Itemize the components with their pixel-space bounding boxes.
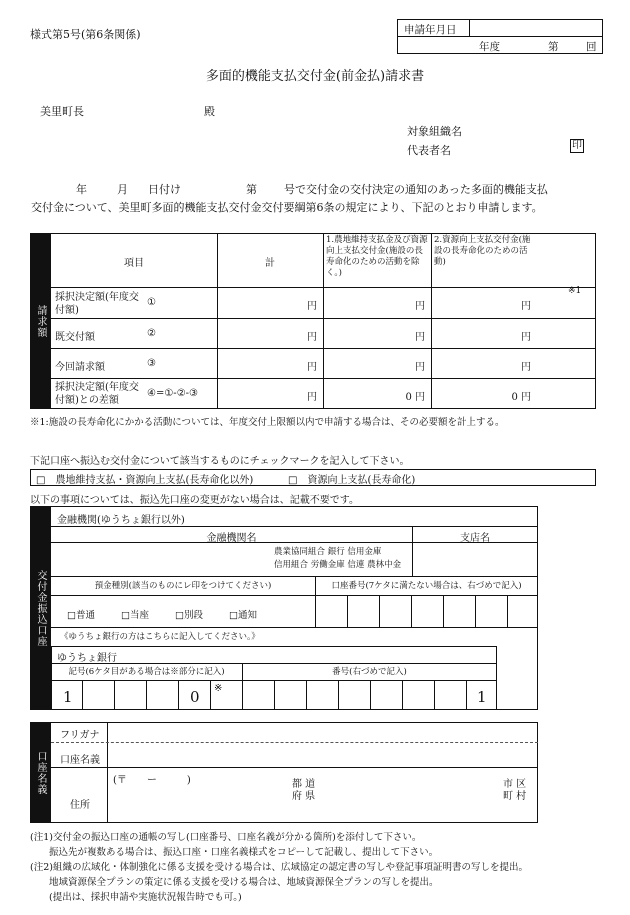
note-2c: (提出は、採択申請や実施状況報告時でも可。) bbox=[30, 892, 242, 903]
symbol-digit-5: 0 bbox=[190, 688, 200, 706]
row-2-label: 既交付額 bbox=[55, 332, 95, 343]
number-label: 番号(右づめで記入) bbox=[332, 667, 407, 677]
round-prefix: 第 bbox=[548, 41, 559, 53]
bank-name-label: 金融機関名 bbox=[206, 533, 257, 544]
bank-header: 金融機関(ゆうちょ銀行以外) bbox=[57, 515, 185, 526]
body-month: 月 bbox=[117, 183, 128, 196]
city-label-2: 町 村 bbox=[503, 791, 527, 802]
row-3-total: 円 bbox=[307, 362, 317, 373]
col-item: 項目 bbox=[124, 258, 144, 269]
row-2-total: 円 bbox=[307, 332, 317, 343]
note-1b: 振込先が複数ある場合は、振込口座・口座名義様式をコピーして記載し、提出して下さい。 bbox=[30, 847, 439, 858]
seal-mark: 印 bbox=[572, 140, 582, 151]
symbol-label: 記号(6ケタ目がある場合は※部分に記入) bbox=[68, 667, 225, 677]
body-year: 年 bbox=[76, 183, 87, 196]
note-mark: ※1 bbox=[568, 286, 582, 296]
row-1-label: 採択決定額(年度交付額) bbox=[55, 292, 139, 316]
deposit-ordinary[interactable]: □普通 bbox=[67, 610, 95, 621]
body-no-prefix: 第 bbox=[246, 183, 257, 196]
row-2-num: ② bbox=[147, 328, 156, 339]
yucho-note: 《ゆうちょ銀行の方はこちらに記入してください。》 bbox=[60, 632, 260, 642]
col-2: 2.資源向上支払交付金(施設の長寿命化のための活動) bbox=[434, 235, 531, 267]
row-1-total: 円 bbox=[307, 301, 317, 312]
address-label: 住所 bbox=[70, 800, 90, 811]
option-non-longevity[interactable]: □ 農地維持支払・資源向上支払(長寿命化以外) bbox=[36, 475, 254, 486]
row-4-total: 円 bbox=[307, 392, 317, 403]
no-change-note: 以下の事項については、振込先口座の変更がない場合は、記載不要です。 bbox=[30, 495, 359, 506]
note-1: (注1)交付金の振込口座の通帳の写し(口座番号、口座名義が分かる箇所)を添付して下さい。 bbox=[30, 832, 422, 843]
row-3-num: ③ bbox=[147, 358, 156, 369]
prefecture-label-2: 府 県 bbox=[292, 791, 316, 802]
row-1-c2: 円 bbox=[521, 301, 531, 312]
addressee: 美里町長 bbox=[40, 105, 84, 118]
row-4-c1: 0 円 bbox=[405, 392, 425, 403]
account-no-label: 口座番号(7ケタに満たない場合は、右づめで記入) bbox=[331, 581, 522, 591]
account-side-label: 交付金振込口座 bbox=[30, 506, 51, 710]
honorific: 殿 bbox=[204, 105, 215, 118]
deposit-notice[interactable]: □通知 bbox=[229, 610, 257, 621]
form-number: 様式第5号(第6条関係) bbox=[30, 28, 141, 41]
number-digit-last: 1 bbox=[477, 688, 487, 706]
branch-label: 支店名 bbox=[460, 533, 490, 544]
row-4-label: 採択決定額(年度交付額)との差額 bbox=[55, 382, 139, 406]
row-2-c1: 円 bbox=[415, 332, 425, 343]
bank-types-2: 信用組合 労働金庫 信連 農林中金 bbox=[274, 560, 402, 570]
row-1-num: ① bbox=[147, 297, 156, 308]
deposit-special[interactable]: □別段 bbox=[175, 610, 203, 621]
transfer-instruction: 下記口座へ振込む交付金について該当するものにチェックマークを記入して下さい。 bbox=[30, 456, 410, 467]
fiscal-year-label: 年度 bbox=[479, 41, 500, 53]
city-label-1: 市 区 bbox=[503, 779, 527, 790]
yucho-header: ゆうちょ銀行 bbox=[57, 653, 117, 664]
holder-name-label: 口座名義 bbox=[60, 755, 100, 766]
page-title: 多面的機能支払交付金(前金払)請求書 bbox=[205, 69, 425, 84]
col-total: 計 bbox=[265, 258, 275, 269]
body-line2: 交付金について、美里町多面的機能支払交付金交付要綱第6条の規定により、下記のとおり申請します。 bbox=[31, 201, 543, 214]
row-3-c2: 円 bbox=[521, 362, 531, 373]
postal-code: (〒 ー ) bbox=[113, 775, 191, 786]
claim-footnote: ※1:施設の長寿命化にかかる活動については、年度交付上限額以内で申請する場合は、その必要額を計上する。 bbox=[30, 417, 505, 428]
org-label: 対象組織名 bbox=[407, 125, 462, 138]
row-3-label: 今回請求額 bbox=[55, 362, 105, 373]
col-1: 1.農地維持支払金及び資源向上支払交付金(施設の長寿命化のための活動を除く。) bbox=[326, 235, 428, 278]
rep-label: 代表者名 bbox=[407, 144, 451, 157]
deposit-checking[interactable]: □当座 bbox=[121, 610, 149, 621]
claim-side-label: 請求額 bbox=[30, 233, 51, 409]
round-suffix: 回 bbox=[586, 41, 597, 53]
bank-types-1: 農業協同組合 銀行 信用金庫 bbox=[274, 547, 382, 557]
note-2: (注2)組織の広域化・体制強化に係る支援を受ける場合は、広域協定の認定書の写しや登記事項証明書の写しを提出。 bbox=[30, 862, 528, 873]
application-date-label: 申請年月日 bbox=[404, 24, 457, 36]
deposit-type-label: 預金種別(該当のものにレ印をつけてください) bbox=[94, 581, 272, 591]
row-3-c1: 円 bbox=[415, 362, 425, 373]
note-2b: 地域資源保全プランの策定に係る支援を受ける場合は、地域資源保全プランの写しを提出。 bbox=[30, 877, 439, 888]
row-1-c1: 円 bbox=[415, 301, 425, 312]
prefecture-label-1: 都 道 bbox=[292, 779, 316, 790]
holder-side-label: 口座名義 bbox=[30, 722, 51, 823]
body-line1: 号で交付金の交付決定の通知のあった多面的機能支払 bbox=[284, 183, 548, 196]
option-longevity[interactable]: □ 資源向上支払(長寿命化) bbox=[288, 475, 416, 486]
furigana-label: フリガナ bbox=[60, 730, 100, 741]
body-day: 日付け bbox=[148, 183, 181, 196]
row-2-c2: 円 bbox=[521, 332, 531, 343]
symbol-digit-1: 1 bbox=[63, 688, 73, 706]
row-4-num: ④=①-②-③ bbox=[147, 388, 198, 399]
row-4-c2: 0 円 bbox=[511, 392, 531, 403]
symbol-mark: ※ bbox=[214, 683, 223, 694]
